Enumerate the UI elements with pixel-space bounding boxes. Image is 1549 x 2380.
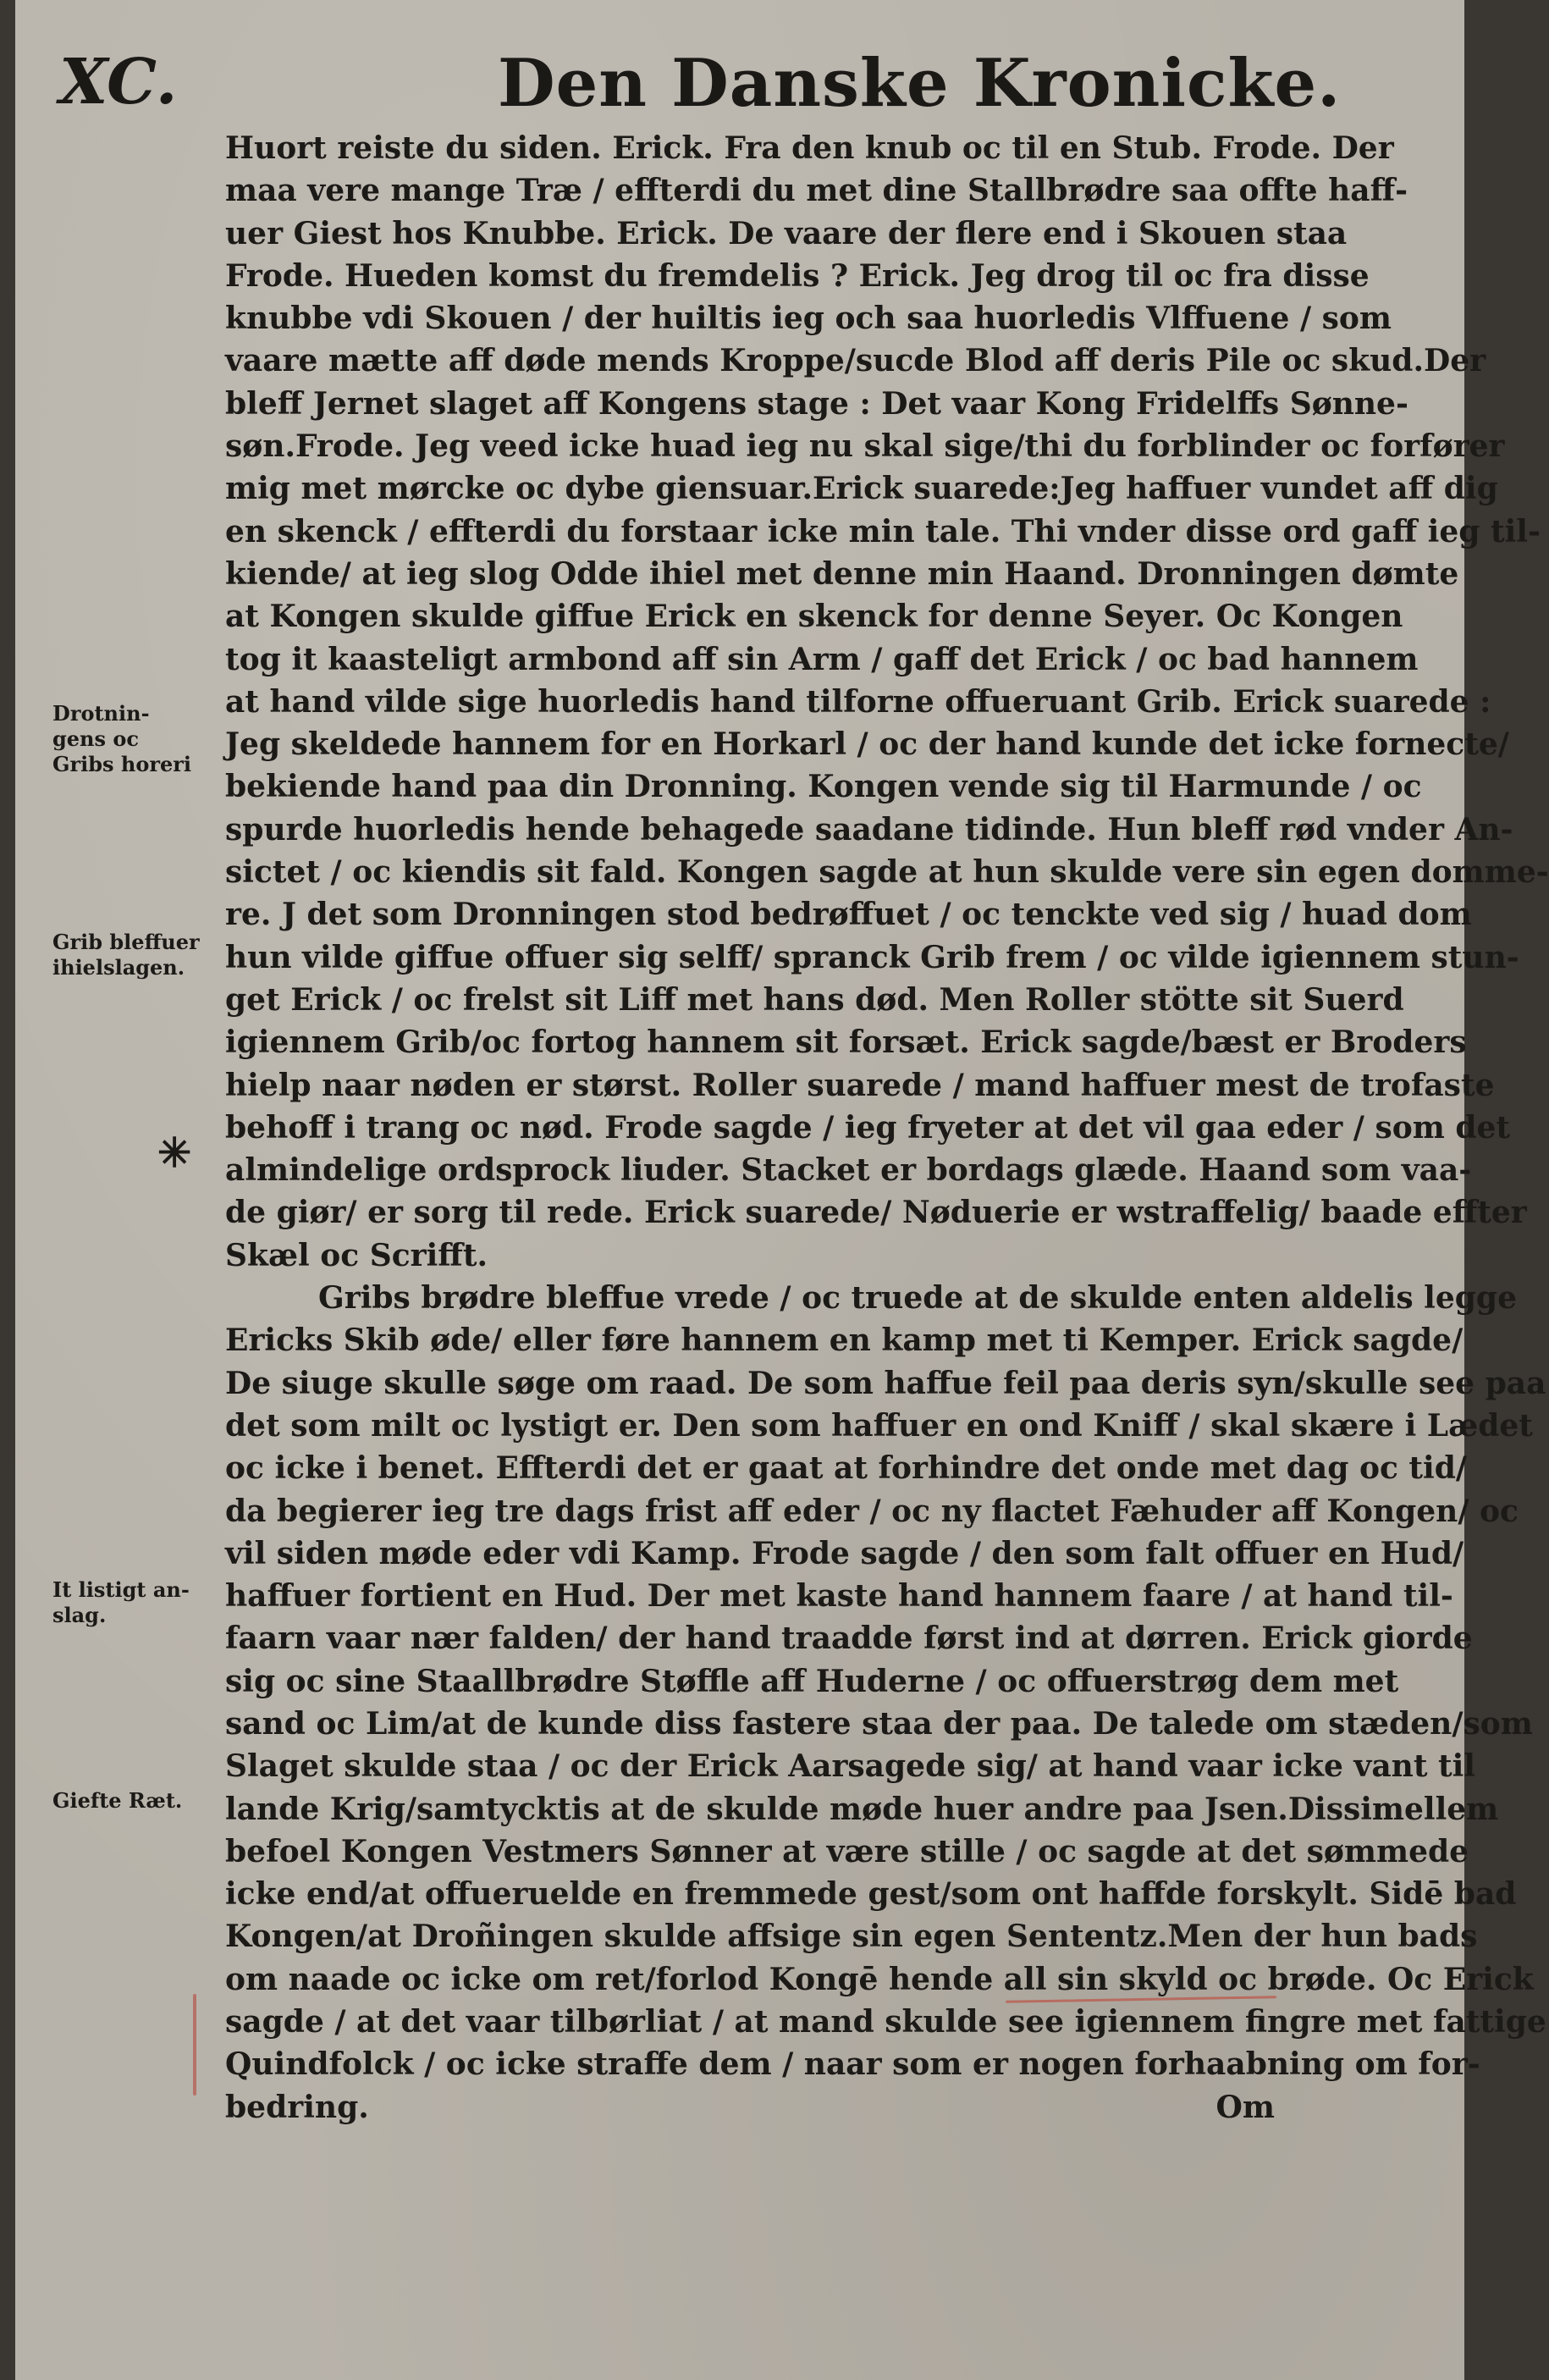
text-line: sagde / at det vaar tilbørliat / at mand skulde see igiennem fingre met fattige [225,2004,1546,2040]
text-line: haffuer fortient en Hud. Der met kaste hand hannem faare / at hand til- [225,1578,1453,1615]
text-line: Ericks Skib øde/ eller føre hannem en kamp met ti Kemper. Erick sagde/ [225,1323,1464,1359]
text-line: icke end/at offueruelde en fremmede gest/som ont haffde forskylt. Sidē bad [225,1876,1517,1913]
red-pencil-margin-mark [193,1994,196,2096]
margin-note-line: Grib bleffuer [52,930,200,954]
text-line: tog it kaasteligt armbond aff sin Arm / gaff det Erick / oc bad hannem [225,641,1419,677]
catchword: Om [1215,2089,1275,2125]
text-line: mig met mørcke oc dybe giensuar.Erick suarede:Jeg haffuer vundet aff dig [225,471,1498,507]
text-line: uer Giest hos Knubbe. Erick. De vaare der flere end i Skouen staa [225,215,1348,251]
text-line: De siuge skulle søge om raad. De som haffue feil paa deris syn/skulle see paa [225,1365,1546,1401]
text-line: hun vilde giffue offuer sig selff/ spranck Grib frem / oc vilde igiennem stun- [225,939,1519,975]
margin-note-line: Gribs horeri [52,752,192,776]
text-line: knubbe vdi Skouen / der huiltis ieg och saa huorledis Vlffuene / som [225,301,1392,337]
book-page [15,0,1549,2380]
folio-number: XC. [59,46,178,119]
text-line: get Erick / oc frelst sit Liff met hans død. Men Roller stötte sit Suerd [225,981,1404,1018]
text-line: lande Krig/samtycktis at de skulde møde huer andre paa Jsen.Dissimellem [225,1791,1499,1827]
text-line: søn.Frode. Jeg veed icke huad ieg nu skal sige/thi du forblinder oc forfører [225,428,1505,465]
text-line: da begierer ieg tre dags frist aff eder / oc ny flactet Fæhuder aff Kongen/ oc [225,1493,1519,1529]
margin-note-grib-slain [52,930,222,980]
text-line: Kongen/at Droñingen skulde affsige sin egen Sententz.Men der hun bads [225,1919,1478,1955]
text-line: behoff i trang oc nød. Frode sagde / ieg fryeter at det vil gaa eder / som det [225,1109,1511,1146]
text-line: oc icke i benet. Effterdi det er gaat at forhindre det onde met dag oc tid/ [225,1450,1468,1487]
main-text [225,127,1549,2129]
text-line: re. J det som Dronningen stod bedrøffuet / oc tenckte ved sig / huad dom [225,897,1472,933]
text-line: Quindfolck / oc icke straffe dem / naar som er nogen forhaabning om for- [225,2046,1480,2083]
text-line: Jeg skeldede hannem for en Horkarl / oc der hand kunde det icke fornecte/ [225,726,1509,763]
text-line: almindelige ordsprock liuder. Stacket er bordags glæde. Haand som vaa- [225,1152,1472,1189]
text-line: kiende/ at ieg slog Odde ihiel met denne min Haand. Dronningen dømte [225,555,1459,592]
text-line: igiennem Grib/oc fortog hannem sit forsæt. Erick sagde/bæst er Broders [225,1024,1467,1061]
text-line: det som milt oc lystigt er. Den som haffuer en ond Kniff / skal skære i Lædet [225,1407,1533,1444]
text-line-final [225,2086,1275,2129]
paragraph-start-line: Gribs brødre bleffue vrede / oc truede at de skulde enten aldelis legge [318,1280,1517,1317]
margin-note-cunning-plan [52,1577,222,1628]
final-line-text: bedring. [225,2089,369,2125]
margin-note-line: It listigt an- [52,1577,190,1602]
text-line: befoel Kongen Vestmers Sønner at være stille / oc sagde at det sømmede [225,1833,1469,1869]
text-line: sand oc Lim/at de kunde diss fastere staa der paa. De talede om stæden/som [225,1705,1533,1742]
margin-note-guest-right [52,1788,222,1814]
margin-note-line: Giefte Ræt. [52,1788,183,1813]
text-line: de giør/ er sorg til rede. Erick suarede/ Nøduerie er wstraffelig/ baade effter [225,1195,1527,1231]
text-line: vil siden møde eder vdi Kamp. Frode sagde / den som falt offuer en Hud/ [225,1535,1464,1571]
text-line: Skæl oc Scrifft. [225,1237,488,1273]
text-line: at Kongen skulde giffue Erick en skenck for denne Seyer. Oc Kongen [225,599,1403,635]
text-line: bekiende hand paa din Dronning. Kongen vende sig til Harmunde / oc [225,769,1422,805]
text-line: spurde huorledis hende behagede saadane tidinde. Hun bleff rød vnder An- [225,811,1513,848]
text-line: maa vere mange Træ / effterdi du met dine Stallbrødre saa offte haff- [225,173,1408,209]
text-line: Frode. Hueden komst du fremdelis ? Erick. Jeg drog til oc fra disse [225,257,1370,294]
text-line: sictet / oc kiendis sit fald. Kongen sagde at hun skulde vere sin egen domme- [225,854,1549,891]
text-line: hielp naar nøden er størst. Roller suarede / mand haffuer mest de trofaste [225,1067,1495,1103]
text-line: om naade oc icke om ret/forlod Kongē hende all sin skyld oc brøde. Oc Erick [225,1961,1534,1997]
margin-note-line: slag. [52,1603,107,1627]
text-line: en skenck / effterdi du forstaar icke min tale. Thi vnder disse ord gaff ieg til- [225,513,1541,549]
text-line: bleff Jernet slaget aff Kongens stage : Det vaar Kong Fridelffs Sønne- [225,385,1408,422]
margin-note-queens-adultery [52,701,222,777]
text-line: faarn vaar nær falden/ der hand traadde først ind at dørren. Erick giorde [225,1621,1473,1657]
text-line: vaare mætte aff døde mends Kroppe/sucde Blod aff deris Pile oc skud.Der [225,343,1486,379]
text-line: Slaget skulde staa / oc der Erick Aarsagede sig/ at hand vaar icke vant til [225,1748,1475,1785]
margin-note-line: ihielslagen. [52,955,185,980]
asterisk-mark: ✳ [157,1129,192,1177]
margin-note-line: Drotnin- [52,701,150,726]
text-line: sig oc sine Staallbrødre Støffle aff Huderne / oc offuerstrøg dem met [225,1663,1399,1699]
margin-note-line: gens oc [52,726,139,751]
running-title: Den Danske Kronicke. [498,45,1342,122]
text-line: Huort reiste du siden. Erick. Fra den knub oc til en Stub. Frode. Der [225,130,1394,166]
text-line: at hand vilde sige huorledis hand tilforne offueruant Grib. Erick suarede : [225,683,1491,720]
